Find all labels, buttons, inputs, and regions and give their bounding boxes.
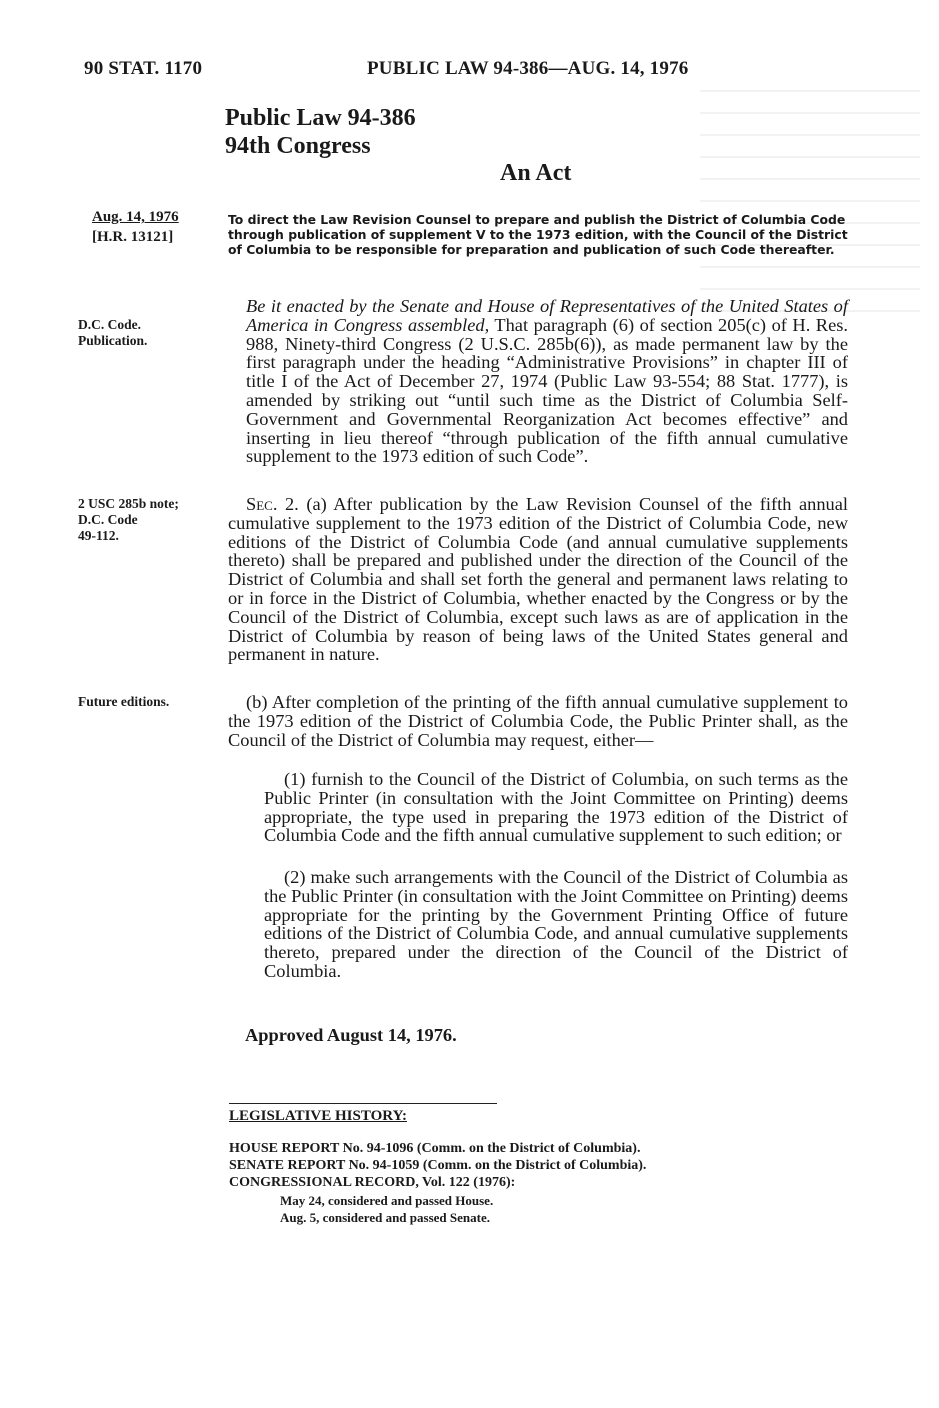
record-entry-house: May 24, considered and passed House. (280, 1193, 494, 1208)
margin-note-citation (78, 496, 218, 544)
section-2a (228, 495, 848, 664)
enactment-date: Aug. 14, 1976 (92, 209, 179, 225)
section-2b: (b) After completion of the printing of the fifth annual cumulative supplement to the 1973 edition of the District of Columbia Code, the Public Printer shall, as the Council of the District of Columbia may request, either— (228, 692, 848, 750)
legislative-history-rule (229, 1103, 497, 1104)
margin-note-line: 2 USC 285b note; (78, 496, 179, 511)
clause-2: (2) make such arrangements with the Council of the District of Columbia as the Public Printer (in consultation with the Joint Committee on Printing) deems appropriate for the printing by the Government Printing Office of future editions of the District of Columbia Code, and annual cumulative supplements thereto, prepared under the direction of the Council of the District of Columbia. (264, 867, 848, 981)
margin-note-line: D.C. Code (78, 512, 138, 527)
section-2a-text: (a) After publication by the Law Revision Counsel of the fifth annual cumulative supplement to the 1973 edition of the District of Columbia Code, new editions of the District of Columbia Code (and annual cumulative supplements thereto) shall be prepared and published under the direction of the Council of the District of Columbia and shall set forth the general and permanent laws relating to or in force in the District of Columbia, whether enacted by the Congress or by the Council of the District of Columbia, except such laws as are of application in the District of Columbia by reason of being laws of the United States general and permanent in nature. (228, 494, 848, 665)
enacting-section (228, 297, 848, 466)
enacting-clause: Be it enacted by the Senate and House of Representatives of the United States of America in Congress assembled, (246, 296, 848, 335)
congress-title: 94th Congress (225, 133, 371, 159)
approval-line: Approved August 14, 1976. (245, 1025, 457, 1045)
act-heading: An Act (500, 160, 572, 186)
bill-number: [H.R. 13121] (92, 229, 174, 245)
public-law-title: Public Law 94-386 (225, 105, 416, 131)
stat-reference: 90 STAT. 1170 (84, 58, 203, 79)
senate-report: SENATE REPORT No. 94-1059 (Comm. on the District of Columbia). (229, 1158, 647, 1173)
section-label: Sec. 2. (246, 494, 299, 514)
enacting-text: That paragraph (6) of section 205(c) of H. Res. 988, Ninety-third Congress (2 U.S.C. 285b(6)), as made permanent law by the first paragraph under the heading “Administrative Provisions” in chapter III of title I of the Act of December 27, 1974 (Public Law 93-554; 88 Stat. 1777), is amended by striking out “until such time as the District of Columbia Self-Government and Governmental Reorganization Act becomes effective” and inserting in lieu thereof “through publication of the fifth annual cumulative supplement to the 1973 edition of such Code”. (246, 314, 848, 467)
running-head: PUBLIC LAW 94-386—AUG. 14, 1976 (367, 58, 689, 79)
act-purpose: To direct the Law Revision Counsel to prepare and publish the District of Columbia Code through publication of supplement V to the 1973 edition, with the Council of the District of Columbia to be responsible for preparation and publication of such Code thereafter. (228, 212, 848, 257)
margin-date-block (92, 207, 232, 247)
congressional-record: CONGRESSIONAL RECORD, Vol. 122 (1976): (229, 1175, 516, 1190)
record-entry-senate: Aug. 5, considered and passed Senate. (280, 1210, 490, 1225)
margin-note-line: 49-112. (78, 528, 119, 543)
margin-note-publication (78, 317, 218, 349)
house-report: HOUSE REPORT No. 94-1096 (Comm. on the District of Columbia). (229, 1141, 641, 1156)
show-through-shading (700, 90, 920, 320)
clause-1: (1) furnish to the Council of the District of Columbia, on such terms as the Public Printer (in consultation with the Joint Committee on Printing) deems appropriate, the type used in preparing the 1973 edition of the District of Columbia Code and the fifth annual cumulative supplement to such edition; or (264, 769, 848, 846)
margin-note-line: Publication. (78, 333, 148, 348)
margin-note-future-editions: Future editions. (78, 694, 170, 709)
margin-note-line: D.C. Code. (78, 317, 141, 332)
legislative-history-title: LEGISLATIVE HISTORY: (229, 1108, 408, 1124)
